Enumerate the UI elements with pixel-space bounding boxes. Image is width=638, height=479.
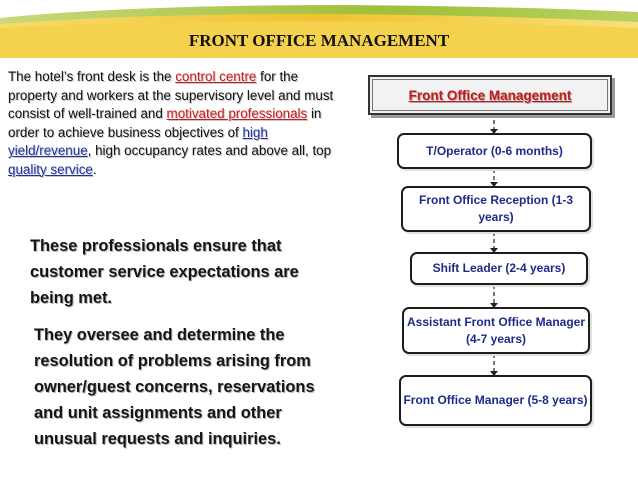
org-node-front-office-manager: Front Office Manager (5-8 years) [399, 375, 592, 426]
intro-text: in order to achieve business objectives of [8, 106, 322, 140]
intro-text: for the property and workers at the supervisory level and must consist of well-trained and [8, 69, 334, 121]
org-node-front-office-reception: Front Office Reception (1-3 years) [401, 186, 591, 232]
highlight-high-yield: high yield/revenue [8, 124, 268, 158]
highlight-quality-service: quality service [8, 161, 93, 177]
org-node-shift-leader: Shift Leader (2-4 years) [410, 252, 588, 285]
intro-text: . [92, 161, 97, 177]
org-chart-header [368, 75, 612, 115]
org-node-t-operator: T/Operator (0-6 months) [397, 133, 592, 169]
highlight-control-centre: control centre [175, 69, 257, 84]
intro-text: The hotel’s front desk is the [8, 69, 176, 84]
intro-text: , high occupancy rates and above all, top [87, 143, 332, 158]
intro-paragraph [8, 68, 338, 179]
highlight-motivated-professionals: motivated professionals [166, 106, 308, 121]
page-title: FRONT OFFICE MANAGEMENT [188, 31, 450, 50]
ensure-paragraph: These professionals ensure that customer service expectations are being met. [30, 237, 299, 307]
org-chart-header-label: Front Office Management [408, 87, 572, 103]
org-node-assistant-manager: Assistant Front Office Manager (4-7 years) [402, 307, 590, 354]
oversee-paragraph: They oversee and determine the resolution of problems arising from owner/guest concerns, reservations and unit assignments and other unusual requests and inquiries. [34, 326, 315, 448]
